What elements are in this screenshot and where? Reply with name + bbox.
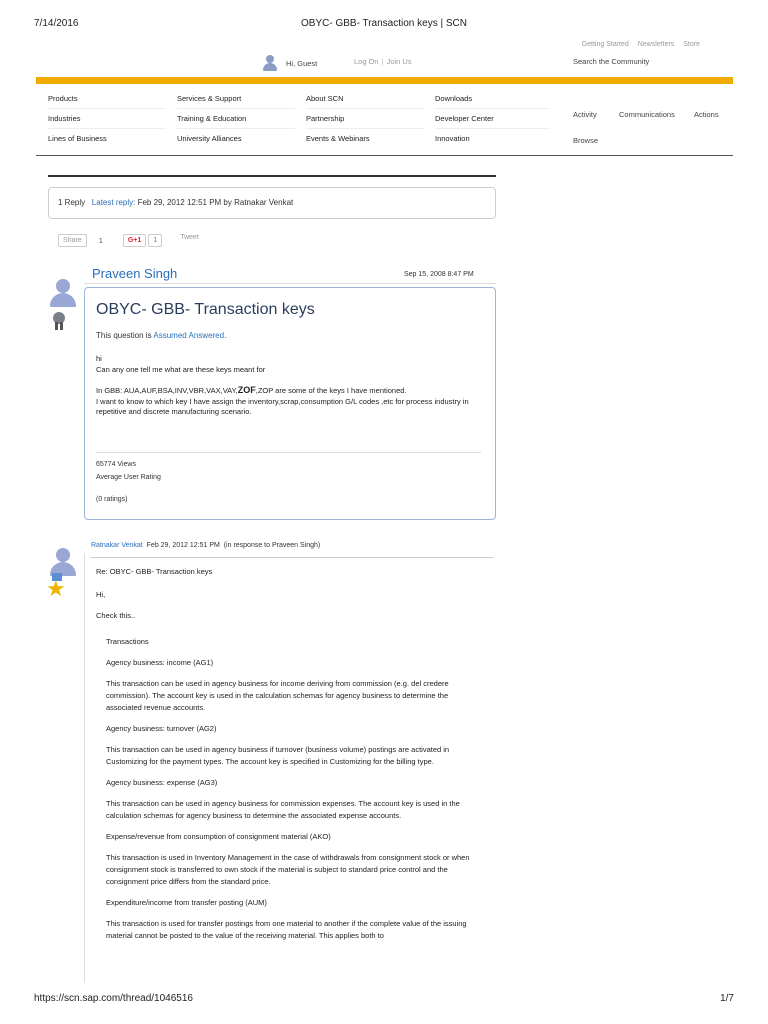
question-line-3: I want to know to which key I have assign the inventory,scrap,consumption G/L codes ,etc for process industry in repetitive and discrete manufacturing scenario. xyxy=(96,396,469,416)
question-status xyxy=(96,331,226,340)
author-avatar[interactable] xyxy=(50,279,76,307)
reply-body xyxy=(96,566,486,951)
question-stats xyxy=(96,460,161,508)
reply-para-3: This transaction can be used in agency business for commission expenses. The account key is used in the calculation schemas for agency business to determine the associated expense accounts. xyxy=(106,799,460,820)
nav-item-innovation[interactable]: Innovation xyxy=(435,134,470,143)
reply-heading-3: Agency business: expense (AG3) xyxy=(106,778,218,787)
reply-para-1: This transaction can be used in agency business for income deriving from commission (e.g. del credere commission). The account key is used in the calculation schemas for agency business to determine the associated revenue accounts. xyxy=(106,679,449,712)
reply-heading-2: Agency business: turnover (AG2) xyxy=(106,724,217,733)
line2-bold: ZOF xyxy=(237,385,256,395)
search-community-link[interactable]: Search the Community xyxy=(573,57,650,66)
greeting: Hi, Guest xyxy=(286,58,318,68)
status-prefix: This question is xyxy=(96,331,154,340)
reply-hi: Hi, xyxy=(96,590,106,599)
assumed-answered-link[interactable]: Assumed Answered xyxy=(153,331,225,340)
reply-heading-4: Expense/revenue from consumption of consignment material (AKO) xyxy=(106,832,331,841)
tweet-button[interactable]: Tweet xyxy=(180,234,199,241)
reply-left-border xyxy=(84,553,85,983)
login-area: Log On | Join Us xyxy=(354,57,412,66)
nav-communications[interactable]: Communications xyxy=(619,110,675,119)
nav-actions[interactable]: Actions xyxy=(694,110,719,119)
latest-reply-text: Feb 29, 2012 12:51 PM by Ratnakar Venkat xyxy=(135,198,294,207)
reply-divider xyxy=(91,557,493,558)
share-button[interactable]: Share xyxy=(58,234,87,247)
reply-heading-5: Expenditure/income from transfer posting (AUM) xyxy=(106,898,267,907)
print-page-number: 1/7 xyxy=(720,993,734,1004)
reply-subject: Re: OBYC- GBB- Transaction keys xyxy=(96,567,213,576)
reply-summary xyxy=(48,187,496,219)
join-us-link[interactable]: Join Us xyxy=(386,57,412,66)
nav-browse[interactable]: Browse xyxy=(573,136,599,145)
question-hi: hi xyxy=(96,354,102,363)
question-author[interactable]: Praveen Singh xyxy=(92,266,178,281)
question-line-1: Can any one tell me what are these keys meant for xyxy=(96,364,266,374)
stats-divider xyxy=(96,452,481,453)
store-link[interactable]: Store xyxy=(683,41,700,48)
author-divider xyxy=(84,283,496,284)
nav-item-training-education[interactable]: Training & Education xyxy=(177,109,295,129)
nav-column-2 xyxy=(177,89,295,149)
share-count: 1 xyxy=(98,236,103,245)
nav-column-4 xyxy=(435,89,550,149)
line2-post: ,ZOP are some of the keys I have mentioned. xyxy=(255,386,407,395)
user-area xyxy=(262,55,317,71)
nav-item-developer-center[interactable]: Developer Center xyxy=(435,109,550,129)
question-body xyxy=(96,354,486,418)
view-count: 65774 Views xyxy=(96,461,136,468)
gplus-button[interactable]: G+1 xyxy=(123,234,146,247)
reply-para-2: This transaction can be used in agency business if turnover (business volume) postings are activated in Customizing for the payment types. The account key is specified in Customizing for the billing type. xyxy=(106,745,450,766)
latest-reply-link[interactable]: Latest reply: xyxy=(91,198,136,207)
nav-item-events-webinars[interactable]: Events & Webinars xyxy=(306,134,370,143)
star-icon: ★ xyxy=(46,576,66,601)
getting-started-link[interactable]: Getting Started xyxy=(581,41,629,48)
nav-item-downloads[interactable]: Downloads xyxy=(435,89,550,109)
reply-check: Check this.. xyxy=(96,611,136,620)
in-response-to: (in response to Praveen Singh) xyxy=(223,542,321,549)
reply-count: 1 Reply xyxy=(58,198,86,207)
social-row xyxy=(58,234,199,247)
top-links xyxy=(575,41,700,48)
nav-column-1 xyxy=(48,89,166,149)
reply-author-avatar[interactable] xyxy=(50,548,76,576)
gplus-count: 1 xyxy=(148,234,162,247)
reply-para-5: This transaction is used for transfer postings from one material to another if the complete value of the issuing material cannot be posted to the value of the receiving material. This applies both to xyxy=(106,919,467,940)
nav-item-products[interactable]: Products xyxy=(48,89,166,109)
nav-activity[interactable]: Activity xyxy=(573,110,597,119)
reply-transactions: Transactions xyxy=(106,637,149,646)
thread-top-divider xyxy=(48,175,496,177)
nav-item-university-alliances[interactable]: University Alliances xyxy=(177,134,242,143)
nav-item-industries[interactable]: Industries xyxy=(48,109,166,129)
reply-date: Feb 29, 2012 12:51 PM xyxy=(146,542,220,549)
log-on-link[interactable]: Log On xyxy=(354,57,379,66)
reply-para-4: This transaction is used in Inventory Management in the case of withdrawals from consignment stock or when consignment stock is transferred to own stock if the material is subject to standard price control and the consignment price differs from the standard price. xyxy=(106,853,470,886)
user-icon xyxy=(262,55,278,71)
nav-column-3 xyxy=(306,89,424,149)
status-suffix: . xyxy=(224,331,227,340)
nav-item-about-scn[interactable]: About SCN xyxy=(306,89,424,109)
brand-bar xyxy=(36,77,733,84)
question-date: Sep 15, 2008 8:47 PM xyxy=(404,271,474,278)
newsletters-link[interactable]: Newsletters xyxy=(637,41,675,48)
average-rating-label: Average User Rating xyxy=(96,474,161,481)
print-title: OBYC- GBB- Transaction keys | SCN xyxy=(301,18,467,29)
question-title: OBYC- GBB- Transaction keys xyxy=(96,301,315,318)
reply-author[interactable]: Ratnakar Venkat xyxy=(91,542,143,549)
print-date: 7/14/2016 xyxy=(34,18,79,29)
question-line-2 xyxy=(96,385,486,397)
ratings-count: (0 ratings) xyxy=(96,496,128,503)
print-url: https://scn.sap.com/thread/1046516 xyxy=(34,993,193,1004)
nav-item-services-support[interactable]: Services & Support xyxy=(177,89,295,109)
nav-divider xyxy=(36,155,733,156)
medal-icon xyxy=(52,312,66,330)
nav-item-partnership[interactable]: Partnership xyxy=(306,109,424,129)
reply-heading-1: Agency business: income (AG1) xyxy=(106,658,214,667)
nav-item-lines-of-business[interactable]: Lines of Business xyxy=(48,134,107,143)
line2-pre: In GBB: AUA,AUF,BSA,INV,VBR,VAX,VAY, xyxy=(96,386,238,395)
reply-header xyxy=(91,542,320,549)
